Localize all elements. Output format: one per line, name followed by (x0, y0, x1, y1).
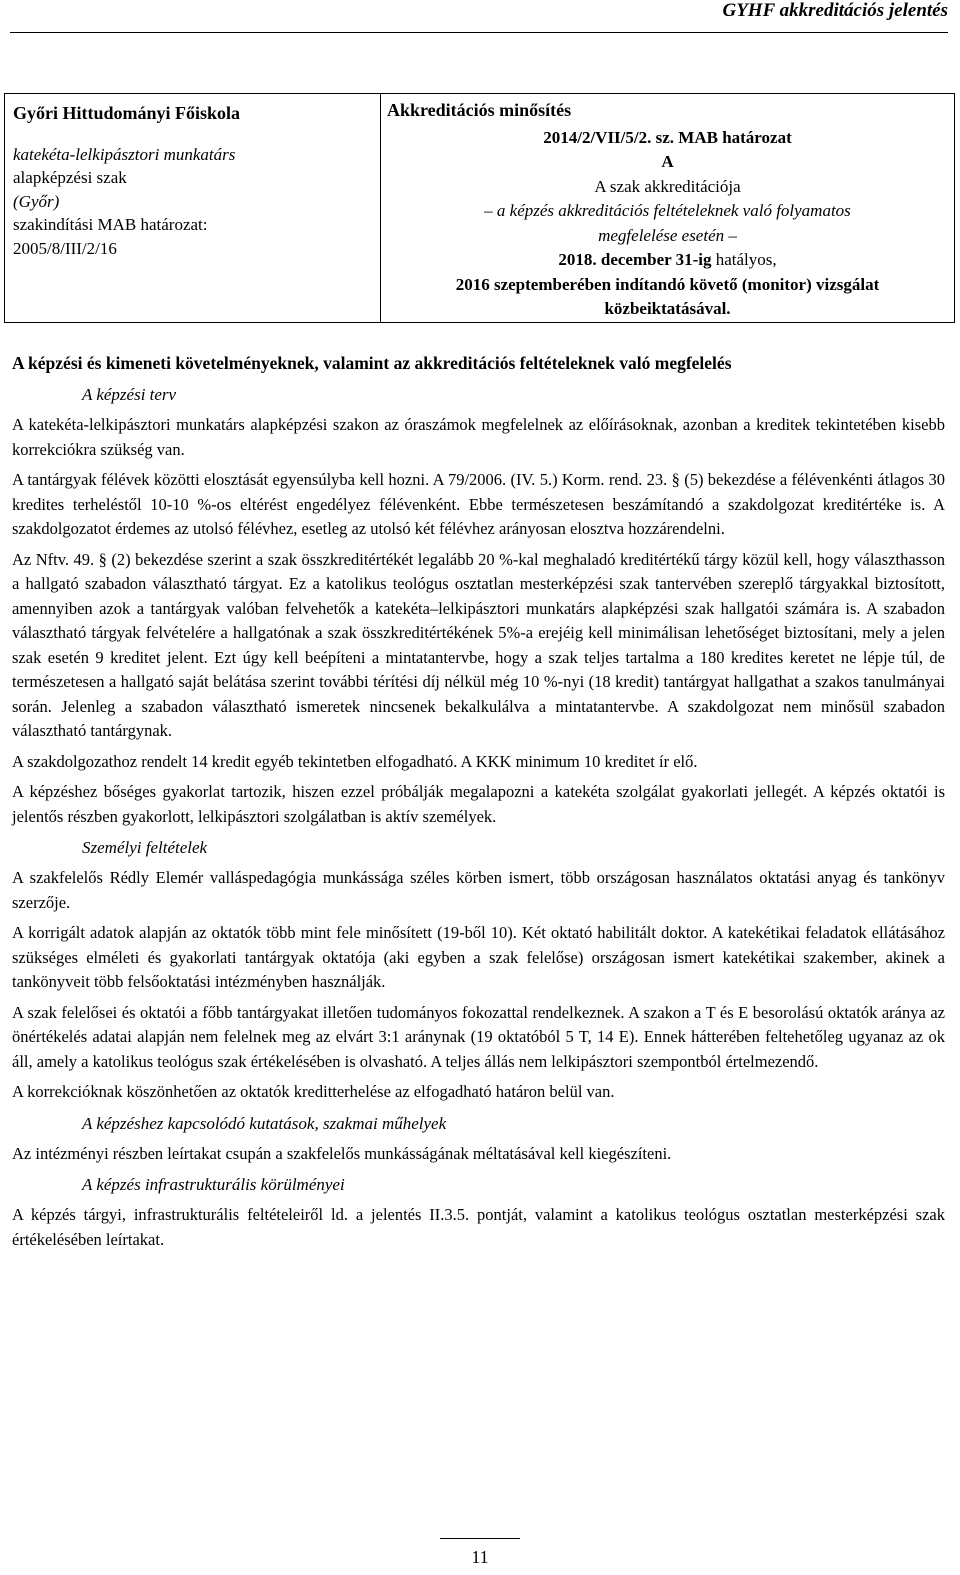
paragraph: A szakfelelős Rédly Elemér valláspedagógia munkássága széles körben ismert, több országosan használatos oktatási anyag és tankönyv szerzője. (12, 868, 945, 912)
accreditation-info-table (4, 93, 955, 323)
running-header (10, 0, 948, 33)
accreditation-line: A szak akkreditációja (594, 176, 741, 196)
page-number: 11 (471, 1547, 489, 1567)
footer-divider (440, 1538, 520, 1539)
validity-rest: hatályos, (711, 250, 777, 269)
paragraph: A képzés tárgyi, infrastrukturális feltételeiről ld. a jelentés II.3.5. pontját, valamint a katolikus teológus osztatlan mesterképzési szak értékelésében leírtakat. (12, 1205, 945, 1249)
decision-number: 2014/2/VII/5/2. sz. MAB határozat (543, 127, 792, 147)
condition-line-2: megfelelése esetén – (598, 225, 737, 245)
section-title-research: A képzéshez kapcsolódó kutatások, szakmai műhelyek (82, 1113, 447, 1133)
paragraph: A szakdolgozathoz rendelt 14 kredit egyéb tekintetben elfogadható. A KKK minimum 10 kreditet ír elő. (12, 751, 698, 771)
paragraph: A tantárgyak félévek közötti elosztását egyensúlyba kell hozni. A 79/2006. (IV. 5.) Korm. rend. 23. § (5) bekezdése a félévenkénti átlagos 30 kredites terheléstől 10-10 %-os eltérést engedélyez félévenként. Ebbe természetesen beszámítandó a szakdolgozat kreditértéke is. A szakdolgozatot érdemes az utolsó félévhez, esetleg az utolsó két félévhez arányosan elosztva hozzárendelni. (12, 470, 945, 538)
paragraph: A katekéta-lelkipásztori munkatárs alapképzési szakon az óraszámok megfelelnek az előírásoknak, azonban a kreditek tekintetében kisebb korrekciókra szükség van. (12, 415, 945, 459)
paragraph: A korrigált adatok alapján az oktatók több mint fele minősített (19-ből 10). Két oktató habilitált doktor. A katekétikai feladatok ellátásához szükséges elméleti és gyakorlati tantárgyak oktatója (aki egyben a szak felelőse) országosan ismert katekétikai szakember, akinek a tankönyveit több felsőoktatási intézményben használják. (12, 923, 945, 991)
report-body (12, 350, 945, 1258)
launch-decision-number: 2005/8/III/2/16 (13, 238, 117, 258)
paragraph: Az Nftv. 49. § (2) bekezdése szerint a szak összkreditértékét legalább 20 %-kal meghaladó kreditértékű tárgy közül kell, hogy választhasson a hallgató szabadon választható tárgyat. Ez a katolikus teológus osztatlan mesterképzési szak tantervében szereplő tárgyakkal biztosított, amennyiben azok a tantárgyak valóban felvehetők a katekéta–lelkipásztori munkatárs alapképzési szak hallgatói számára is. A szabadon választható tárgyak felvételére a hallgatónak a szak összkreditértékének 5%-a erejéig kell minimálisan lehetőséget biztosítani, mely a jelen szak esetén 9 kreditet jelent. Ezt úgy kell beépíteni a mintatantervbe, hogy a szak teljes tartalma a 180 kredites keretet ne lépje túl, de természetesen a hallgató saját belátása szerint további térítési díj nélkül még 10 %-nyi (18 kredit) tantárgyat hallgathat a szakos tanulmányai során. Jelenleg a szabadon választható ismeretek nincsenek bekalkulálva a mintatantervbe. A szakdolgozat nem minősül szabadon választható tantárgynak. (12, 549, 945, 740)
monitor-line-2: közbeiktatásával. (604, 299, 731, 318)
accreditation-rating-cell (381, 94, 955, 323)
section-title-training-plan: A képzési terv (82, 385, 177, 404)
paragraph: A képzéshez bőséges gyakorlat tartozik, hiszen ezzel próbálják megalapozni a katekéta szolgálat gyakorlati jellegét. A képzés oktatói is jelentős részben gyakorlott, lelkipásztori szolgálatban is aktív személyek. (12, 782, 945, 826)
program-location: (Győr) (13, 191, 60, 211)
validity-date: 2018. december 31-ig (558, 250, 712, 269)
program-level: alapképzési szak (13, 168, 127, 187)
paragraph: A szak felelősei és oktatói a főbb tantárgyakat illetően tudományos fokozattal rendelkeznek. A szakon a T és E besorolású oktatók aránya az önértékelés adatai alapján nem felelnek meg az elvárt 3:1 aránynak (19 oktatóból 5 T, 14 E). Ennek hátterében feltehetőleg ugyanaz az ok áll, amely a katolikus teológus szak értékelésében is olvasható. A teljes állás nem lelkipásztori szempontból értelmezendő. (12, 1002, 945, 1071)
running-title: GYHF akkreditációs jelentés (722, 0, 948, 21)
rating-title: Akkreditációs minősítés (387, 100, 572, 120)
section-title-personnel: Személyi feltételek (82, 838, 208, 857)
validity-line (381, 248, 954, 273)
grade: A (661, 152, 674, 171)
paragraph: Az intézményi részben leírtakat csupán a szakfelelős munkásságának méltatásával kell kiegészíteni. (12, 1143, 672, 1163)
institution-name: Győri Hittudományi Főiskola (13, 103, 241, 123)
program-name: katekéta-lelkipásztori munkatárs (13, 144, 236, 164)
section-title-infrastructure: A képzés infrastrukturális körülményei (82, 1175, 345, 1194)
condition-line-1: – a képzés akkreditációs feltételeknek való folyamatos (484, 201, 851, 220)
main-heading: A képzési és kimeneti követelményeknek, valamint az akkreditációs feltételeknek való megfelelés (12, 353, 732, 373)
paragraph: A korrekcióknak köszönhetően az oktatók kreditterhelése az elfogadható határon belül van. (12, 1082, 615, 1101)
monitor-line-1: 2016 szeptemberében indítandó követő (monitor) vizsgálat (455, 274, 880, 294)
program-info-cell (5, 94, 381, 323)
launch-decision-label: szakindítási MAB határozat: (13, 215, 208, 234)
